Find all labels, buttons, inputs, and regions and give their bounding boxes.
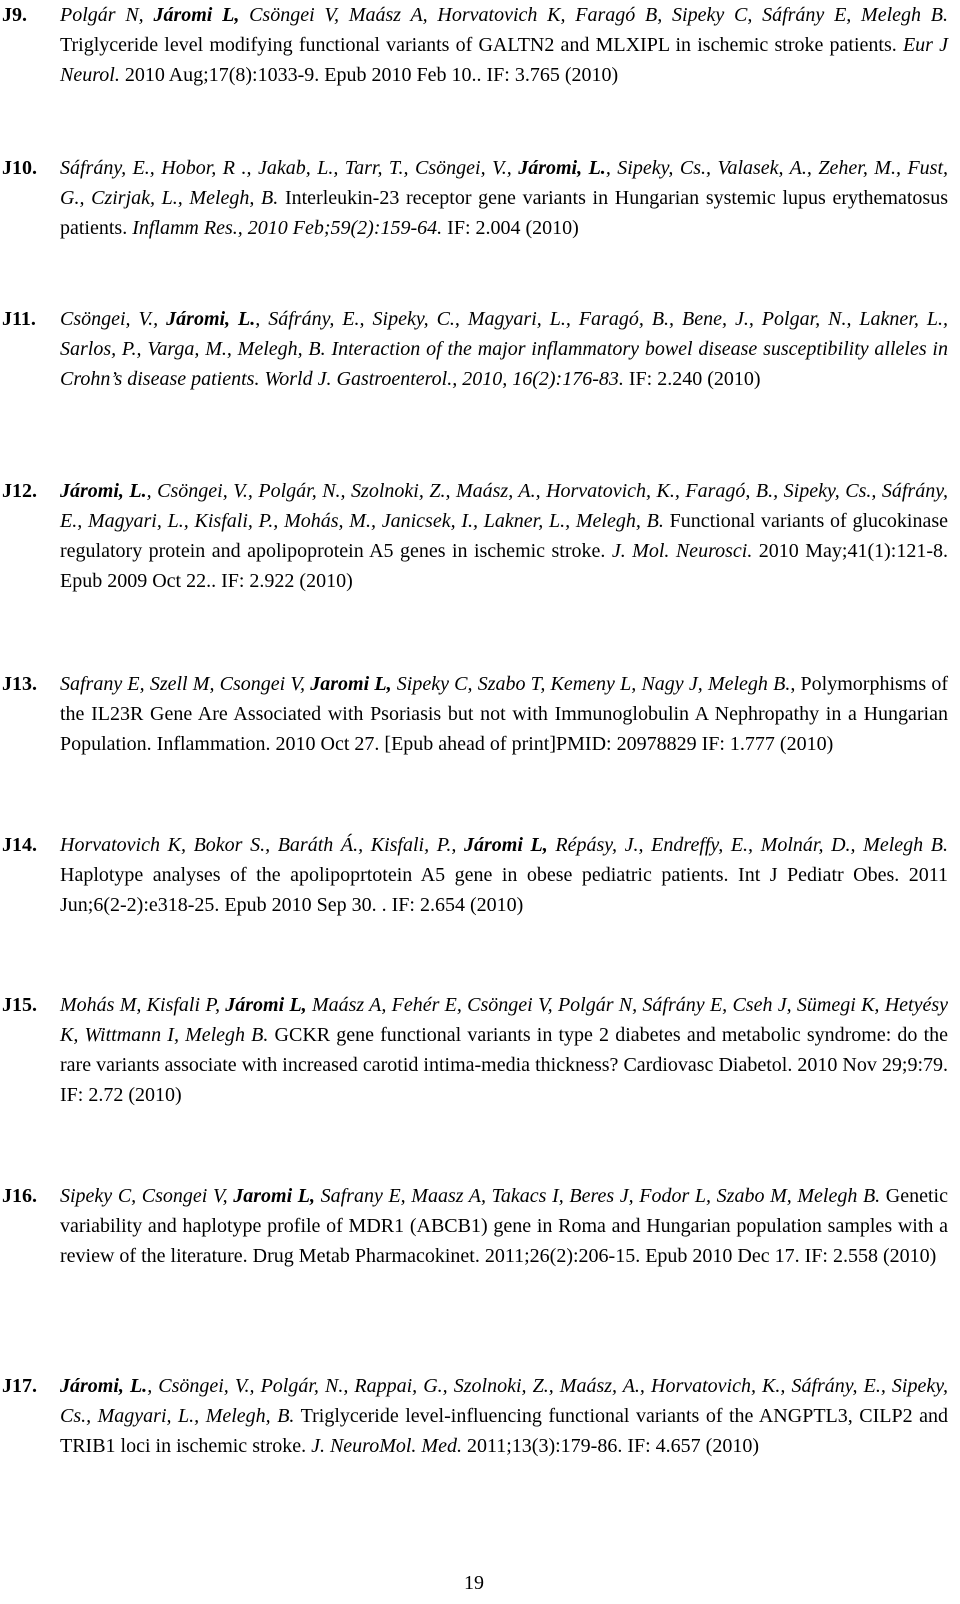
page-number: 19 bbox=[464, 1572, 484, 1594]
reference-text bbox=[60, 153, 948, 243]
text-run: , Polymorphisms of the IL23R Gene Are Associated with Psoriasis but not with Immunoglobulin A Nephropathy in a Hungarian Population. Inflammation. 2010 Oct 27. [Epub ahead of print]PMID: 20978829 IF: 1.777 (2010) bbox=[60, 673, 948, 755]
reference-number: J10. bbox=[2, 157, 37, 179]
reference-entry-j17 bbox=[0, 1371, 948, 1461]
text-run: Inflamm Res., 2010 Feb;59(2):159-64. bbox=[132, 217, 443, 239]
highlighted-author: Járomi L, bbox=[225, 994, 307, 1016]
highlighted-author: Járomi, L. bbox=[60, 1375, 148, 1397]
reference-text bbox=[60, 830, 948, 920]
text-run: Horvatovich K, Bokor S., Baráth Á., Kisfali, P., bbox=[60, 834, 465, 856]
text-run: GCKR gene functional variants in type 2 diabetes and metabolic syndrome: do the rare variants associate with increased carotid intima-media thickness? Cardiovasc Diabetol. 2010 Nov 29;9:79. IF: 2.72 (2010) bbox=[60, 1024, 948, 1106]
reference-entry-j11 bbox=[0, 304, 948, 394]
reference-number: J14. bbox=[2, 834, 37, 856]
text-run: , Csöngei, V., Polgár, N., Szolnoki, Z., Maász, A., Horvatovich, K., Faragó, B., Sipeky, Cs., Sáfrány, E., Magyari, L., Kisfali, P., Mohás, M., Janicsek, I., Lakner, L., Melegh, B. bbox=[60, 480, 948, 532]
text-run: Functional variants of glucokinase regulatory protein and apolipoprotein A5 genes in ischemic stroke. bbox=[60, 510, 948, 562]
text-run: 2010 Aug;17(8):1033-9. Epub 2010 Feb 10.. IF: 3.765 (2010) bbox=[119, 64, 619, 86]
text-run: Genetic variability and haplotype profile of MDR1 (ABCB1) gene in Roma and Hungarian population samples with a review of the literature. Drug Metab Pharmacokinet. 2011;26(2):206-15. Epub 2010 Dec 17. IF: 2.558 (2010) bbox=[60, 1185, 948, 1267]
reference-number: J9. bbox=[2, 4, 27, 26]
text-run: Safrany E, Szell M, Csongei V, bbox=[60, 673, 311, 695]
text-run: , Sipeky, Cs., Valasek, A., Zeher, M., Fust, G., Czirjak, L., Melegh, B. bbox=[60, 157, 948, 209]
text-run: Mohás M, Kisfali P, bbox=[60, 994, 226, 1016]
text-run: Triglyceride level modifying functional variants of GALTN2 and MLXIPL in ischemic stroke patients. bbox=[60, 34, 903, 56]
reference-number: J15. bbox=[2, 994, 37, 1016]
reference-entry-j12 bbox=[0, 476, 948, 596]
reference-text bbox=[60, 669, 948, 759]
text-run: Maász A, Fehér E, Csöngei V, Polgár N, Sáfrány E, Cseh J, Sümegi K, Hetyésy K, Wittmann I, Melegh B. bbox=[60, 994, 948, 1046]
text-run: 2010 May;41(1):121-8. Epub 2009 Oct 22.. IF: 2.922 (2010) bbox=[60, 540, 948, 592]
text-run: J. NeuroMol. Med. bbox=[311, 1435, 462, 1457]
highlighted-author: Járomi, L. bbox=[518, 157, 606, 179]
text-run: Haplotype analyses of the apolipoprtotein A5 gene in obese pediatric patients. Int J Pediatr Obes. 2011 Jun;6(2-2):e318-25. Epub 2010 Sep 30. . IF: 2.654 (2010) bbox=[60, 864, 948, 916]
reference-text bbox=[60, 0, 948, 90]
text-run: Csöngei, V., bbox=[60, 308, 167, 330]
text-run: Triglyceride level-influencing functional variants of the ANGPTL3, CILP2 and TRIB1 loci in ischemic stroke. bbox=[60, 1405, 949, 1457]
text-run: Sáfrány, E., Hobor, R ., Jakab, L., Tarr, T., Csöngei, V., bbox=[60, 157, 519, 179]
text-run: J. Mol. Neurosci. bbox=[611, 540, 753, 562]
text-run: , Sáfrány, E., Sipeky, C., Magyari, L., Faragó, B., Bene, J., Polgar, N., Lakner, L., Sarlos, P., Varga, M., Melegh, B. bbox=[60, 308, 948, 360]
reference-number: J16. bbox=[2, 1185, 37, 1207]
reference-number: J13. bbox=[2, 673, 37, 695]
text-run: , Csöngei, V., Polgár, N., Rappai, G., Szolnoki, Z., Maász, A., Horvatovich, K., Sáfrány, E., Sipeky, Cs., Magyari, L., Melegh, B. bbox=[60, 1375, 948, 1427]
reference-text bbox=[60, 1371, 948, 1461]
reference-entry-j14 bbox=[0, 830, 948, 920]
reference-text bbox=[60, 304, 948, 394]
text-run: 2011;13(3):179-86. IF: 4.657 (2010) bbox=[461, 1435, 759, 1457]
text-run: Répásy, J., Endreffy, E., Molnár, D., Melegh B. bbox=[547, 834, 948, 856]
reference-text bbox=[60, 476, 948, 596]
reference-entry-j15 bbox=[0, 990, 948, 1110]
text-run: IF: 2.004 (2010) bbox=[442, 217, 579, 239]
highlighted-author: Jaromi L, bbox=[310, 673, 392, 695]
text-run: Interaction of the major inflammatory bowel disease susceptibility alleles in Crohn’s disease patients. World J. Gastroenterol., 2010, 16(2):176-83. bbox=[60, 338, 948, 390]
text-run: Csöngei V, Maász A, Horvatovich K, Faragó B, Sipeky C, Sáfrány E, Melegh B. bbox=[239, 4, 948, 26]
reference-text bbox=[60, 990, 948, 1110]
reference-entry-j10 bbox=[0, 153, 948, 243]
highlighted-author: Járomi L, bbox=[153, 4, 240, 26]
highlighted-author: Járomi, L. bbox=[60, 480, 147, 502]
reference-entry-j9 bbox=[0, 0, 948, 90]
reference-number: J17. bbox=[2, 1375, 37, 1397]
text-run: Interleukin-23 receptor gene variants in Hungarian systemic lupus erythematosus patients. bbox=[60, 187, 948, 239]
text-run: IF: 2.240 (2010) bbox=[623, 368, 761, 390]
highlighted-author: Járomi L, bbox=[464, 834, 548, 856]
reference-text bbox=[60, 1181, 948, 1271]
text-run: Safrany E, Maasz A, Takacs I, Beres J, Fodor L, Szabo M, Melegh B. bbox=[314, 1185, 881, 1207]
text-run: Eur J Neurol. bbox=[60, 34, 948, 86]
text-run: Polgár N, bbox=[60, 4, 154, 26]
text-run: Sipeky C, Szabo T, Kemeny L, Nagy J, Melegh B. bbox=[391, 673, 791, 695]
reference-entry-j16 bbox=[0, 1181, 948, 1271]
highlighted-author: Jaromi L, bbox=[233, 1185, 315, 1207]
highlighted-author: Járomi, L. bbox=[166, 308, 256, 330]
reference-entry-j13 bbox=[0, 669, 948, 759]
reference-number: J12. bbox=[2, 480, 37, 502]
text-run: Sipeky C, Csongei V, bbox=[60, 1185, 234, 1207]
reference-number: J11. bbox=[2, 308, 36, 330]
